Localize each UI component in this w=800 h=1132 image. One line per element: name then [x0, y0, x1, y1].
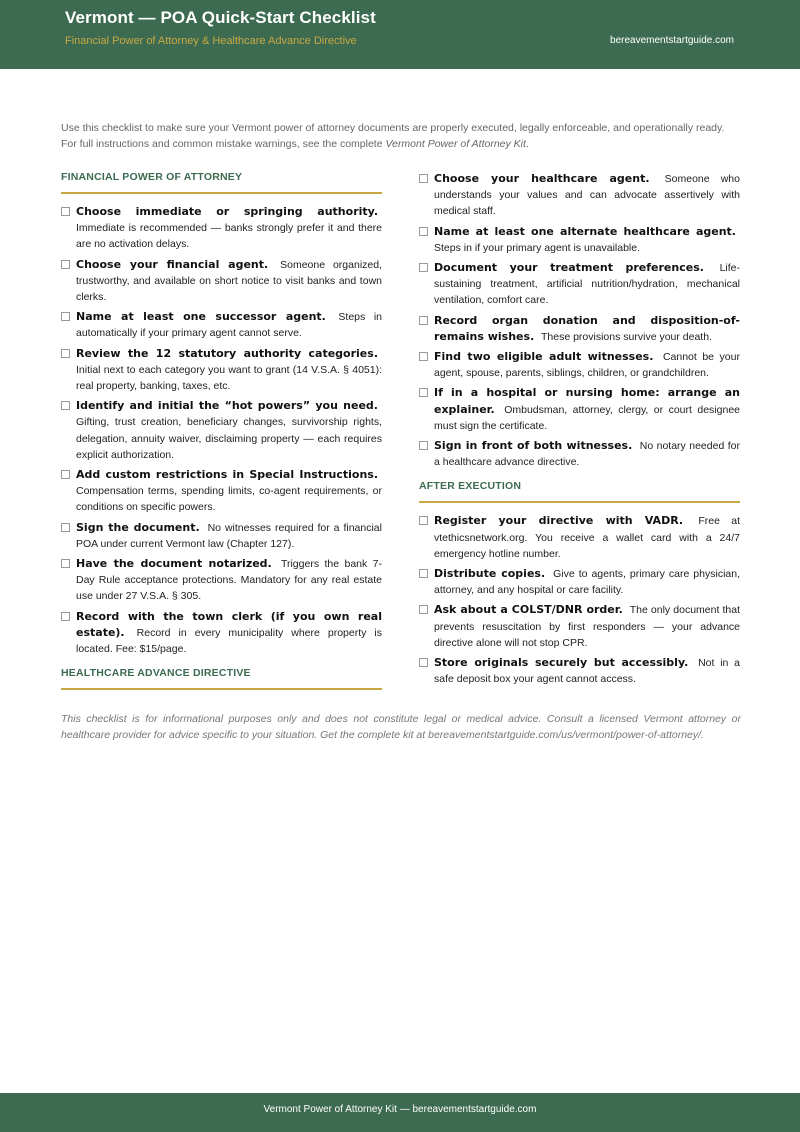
checklist-item	[419, 349, 740, 381]
checklist-item	[419, 260, 740, 309]
checklist-item	[61, 609, 382, 658]
checklist-item-title: Register your directive with VADR.	[434, 514, 684, 528]
checklist-item	[61, 467, 382, 516]
checklist-item-title: Ask about a COLST/DNR order.	[434, 603, 623, 617]
healthcare-checklist	[419, 171, 740, 470]
checklist-item	[419, 602, 740, 651]
financial-checklist	[61, 204, 382, 657]
checklist-item	[61, 346, 382, 395]
checklist-item	[61, 520, 382, 552]
after-execution-checklist	[419, 513, 740, 687]
checklist-item-text: Life-sustaining treatment, artificial nutrition/hydration, mechanical ventilation, comfort care.	[434, 262, 740, 307]
checklist-item	[61, 257, 382, 306]
checkbox[interactable]	[61, 349, 70, 358]
checklist-item-title: If in a hospital or nursing home: arrange an explainer.	[434, 386, 740, 416]
checkbox[interactable]	[61, 260, 70, 269]
checklist-item-text: Compensation terms, spending limits, co-agent requirements, or conditions on specific powers.	[76, 485, 382, 514]
checklist-item-text: Give to agents, primary care physician, attorney, and any hospital or care facility.	[434, 568, 740, 597]
kit-name: Vermont Power of Attorney Kit	[385, 138, 526, 150]
checkbox[interactable]	[419, 263, 428, 272]
checklist-item-text: Cannot be your agent, spouse, parents, siblings, children, or grandchildren.	[434, 351, 740, 380]
checklist-item-text: Initial next to each category you want to grant (14 V.S.A. § 4051): real property, banking, taxes, etc.	[76, 363, 382, 393]
checkbox[interactable]	[419, 441, 428, 450]
checklist-item-text: Not in a safe deposit box your agent cannot access.	[434, 657, 740, 686]
checklist-item-title: Choose immediate or springing authority.	[76, 205, 378, 218]
footer-text: Vermont Power of Attorney Kit — bereavementstartguide.com	[263, 1104, 537, 1115]
right-column	[419, 171, 740, 691]
checklist-item	[419, 566, 740, 598]
checklist-item	[419, 385, 740, 434]
checklist-item	[419, 313, 740, 345]
checkbox[interactable]	[419, 516, 428, 525]
header-site-link[interactable]: bereavementstartguide.com	[610, 35, 734, 46]
checklist-item-text: These provisions survive your death.	[540, 330, 712, 343]
checklist-item	[61, 309, 382, 341]
intro-paragraph	[61, 120, 741, 152]
checkbox[interactable]	[419, 605, 428, 614]
checkbox[interactable]	[419, 174, 428, 183]
page-title: Vermont — POA Quick-Start Checklist	[65, 8, 376, 27]
checklist-item-text: Free at vtethicsnetwork.org. You receive a wallet card with a 24/7 emergency hotline number.	[434, 515, 740, 560]
checkbox[interactable]	[419, 316, 428, 325]
checkbox[interactable]	[419, 352, 428, 361]
checklist-item-title: Distribute copies.	[434, 567, 546, 581]
checklist-item-title: Have the document notarized.	[76, 557, 272, 571]
checklist-item-text: Gifting, trust creation, beneficiary changes, survivorship rights, delegation, annuity waiver, disclaiming property — each requires explicit authorization.	[76, 416, 382, 461]
checklist-item-title: Review the 12 statutory authority categories.	[76, 346, 378, 360]
checklist-item	[419, 171, 740, 220]
checklist-item-title: Document your treatment preferences.	[434, 261, 704, 275]
page-footer	[0, 1093, 800, 1132]
checkbox[interactable]	[61, 312, 70, 321]
intro-end: .	[525, 138, 529, 150]
checklist-item-text: Someone organized, trustworthy, and available on short notice to visit banks and town clerks.	[76, 258, 382, 304]
checklist-item	[419, 655, 740, 687]
checkbox[interactable]	[61, 523, 70, 532]
checklist-item-title: Name at least one alternate healthcare agent.	[434, 224, 736, 238]
checklist-item	[419, 513, 740, 562]
financial-poa-heading: FINANCIAL POWER OF ATTORNEY	[61, 171, 382, 194]
checklist-item	[61, 398, 382, 463]
checkbox[interactable]	[419, 388, 428, 397]
left-column	[61, 171, 382, 700]
checklist-item-text: No witnesses required for a financial POA under current Vermont law (Chapter 127).	[76, 521, 382, 550]
checklist-item-title: Record with the town clerk (if you own real estate).	[76, 609, 382, 639]
checklist-item-title: Add custom restrictions in Special Instructions.	[76, 468, 378, 482]
checkbox[interactable]	[419, 569, 428, 578]
checklist-item-title: Sign in front of both witnesses.	[434, 439, 633, 453]
checklist-item-title: Identify and initial the “hot powers” you need.	[76, 399, 378, 413]
checklist-item-text: The only document that prevents resuscitation by first responders — your advance directive alone will not stop CPR.	[434, 604, 740, 649]
checklist-item-title: Choose your healthcare agent.	[434, 172, 650, 185]
after-execution-heading: AFTER EXECUTION	[419, 480, 740, 503]
checklist-item-title: Choose your financial agent.	[76, 257, 269, 271]
checkbox[interactable]	[61, 401, 70, 410]
page-header	[0, 0, 800, 69]
disclaimer: This checklist is for informational purposes only and does not constitute legal or medical advice. Consult a licensed Vermont attorney or healthcare provider for advice specific to your situation. Get the complete kit at bereavementstartguide.com/us/vermont/power-of-attorney/.	[61, 713, 741, 741]
page-subtitle: Financial Power of Attorney & Healthcare Advance Directive	[65, 35, 357, 47]
checklist-item-title: Store originals securely but accessibly.	[434, 656, 689, 670]
checklist-item	[61, 204, 382, 253]
checkbox[interactable]	[61, 559, 70, 568]
checklist-item-title: Find two eligible adult witnesses.	[434, 350, 654, 364]
checklist-item-title: Name at least one successor agent.	[76, 310, 326, 324]
checkbox[interactable]	[419, 658, 428, 667]
checklist-item	[419, 438, 740, 470]
checklist-item-text: No notary needed for a healthcare advance directive.	[434, 440, 740, 469]
healthcare-directive-heading: HEALTHCARE ADVANCE DIRECTIVE	[61, 667, 382, 690]
checklist-item-text: Someone who understands your values and can advocate assertively with medical staff.	[434, 173, 740, 218]
checklist-item-title: Sign the document.	[76, 520, 200, 534]
checklist-item-text: Steps in automatically if your primary agent cannot serve.	[76, 311, 382, 340]
checkbox[interactable]	[61, 207, 70, 216]
checklist-item-text: Steps in if your primary agent is unavailable.	[434, 241, 641, 254]
checklist-item-title: Record organ donation and disposition-of-remains wishes.	[434, 313, 740, 343]
checkbox[interactable]	[61, 612, 70, 621]
checkbox[interactable]	[61, 470, 70, 479]
checklist-item-text: Ombudsman, attorney, clergy, or court designee must sign the certificate.	[434, 403, 740, 432]
checklist-item-text: Immediate is recommended — banks strongly prefer it and there are no activation delays.	[76, 222, 382, 251]
checklist-item	[419, 224, 740, 256]
intro-text: Use this checklist to make sure your Vermont power of attorney documents are properly executed, legally enforceable, and operationally ready. For full instructions and common mistake warnings, see the complete	[61, 122, 725, 150]
checklist-item-text: Triggers the bank 7-Day Rule acceptance protections. Mandatory for any real estate use under 27 V.S.A. § 305.	[76, 558, 382, 603]
checklist-item	[61, 556, 382, 605]
checklist-item-text: Record in every municipality where property is located. Fee: $15/page.	[76, 626, 382, 656]
checkbox[interactable]	[419, 227, 428, 236]
